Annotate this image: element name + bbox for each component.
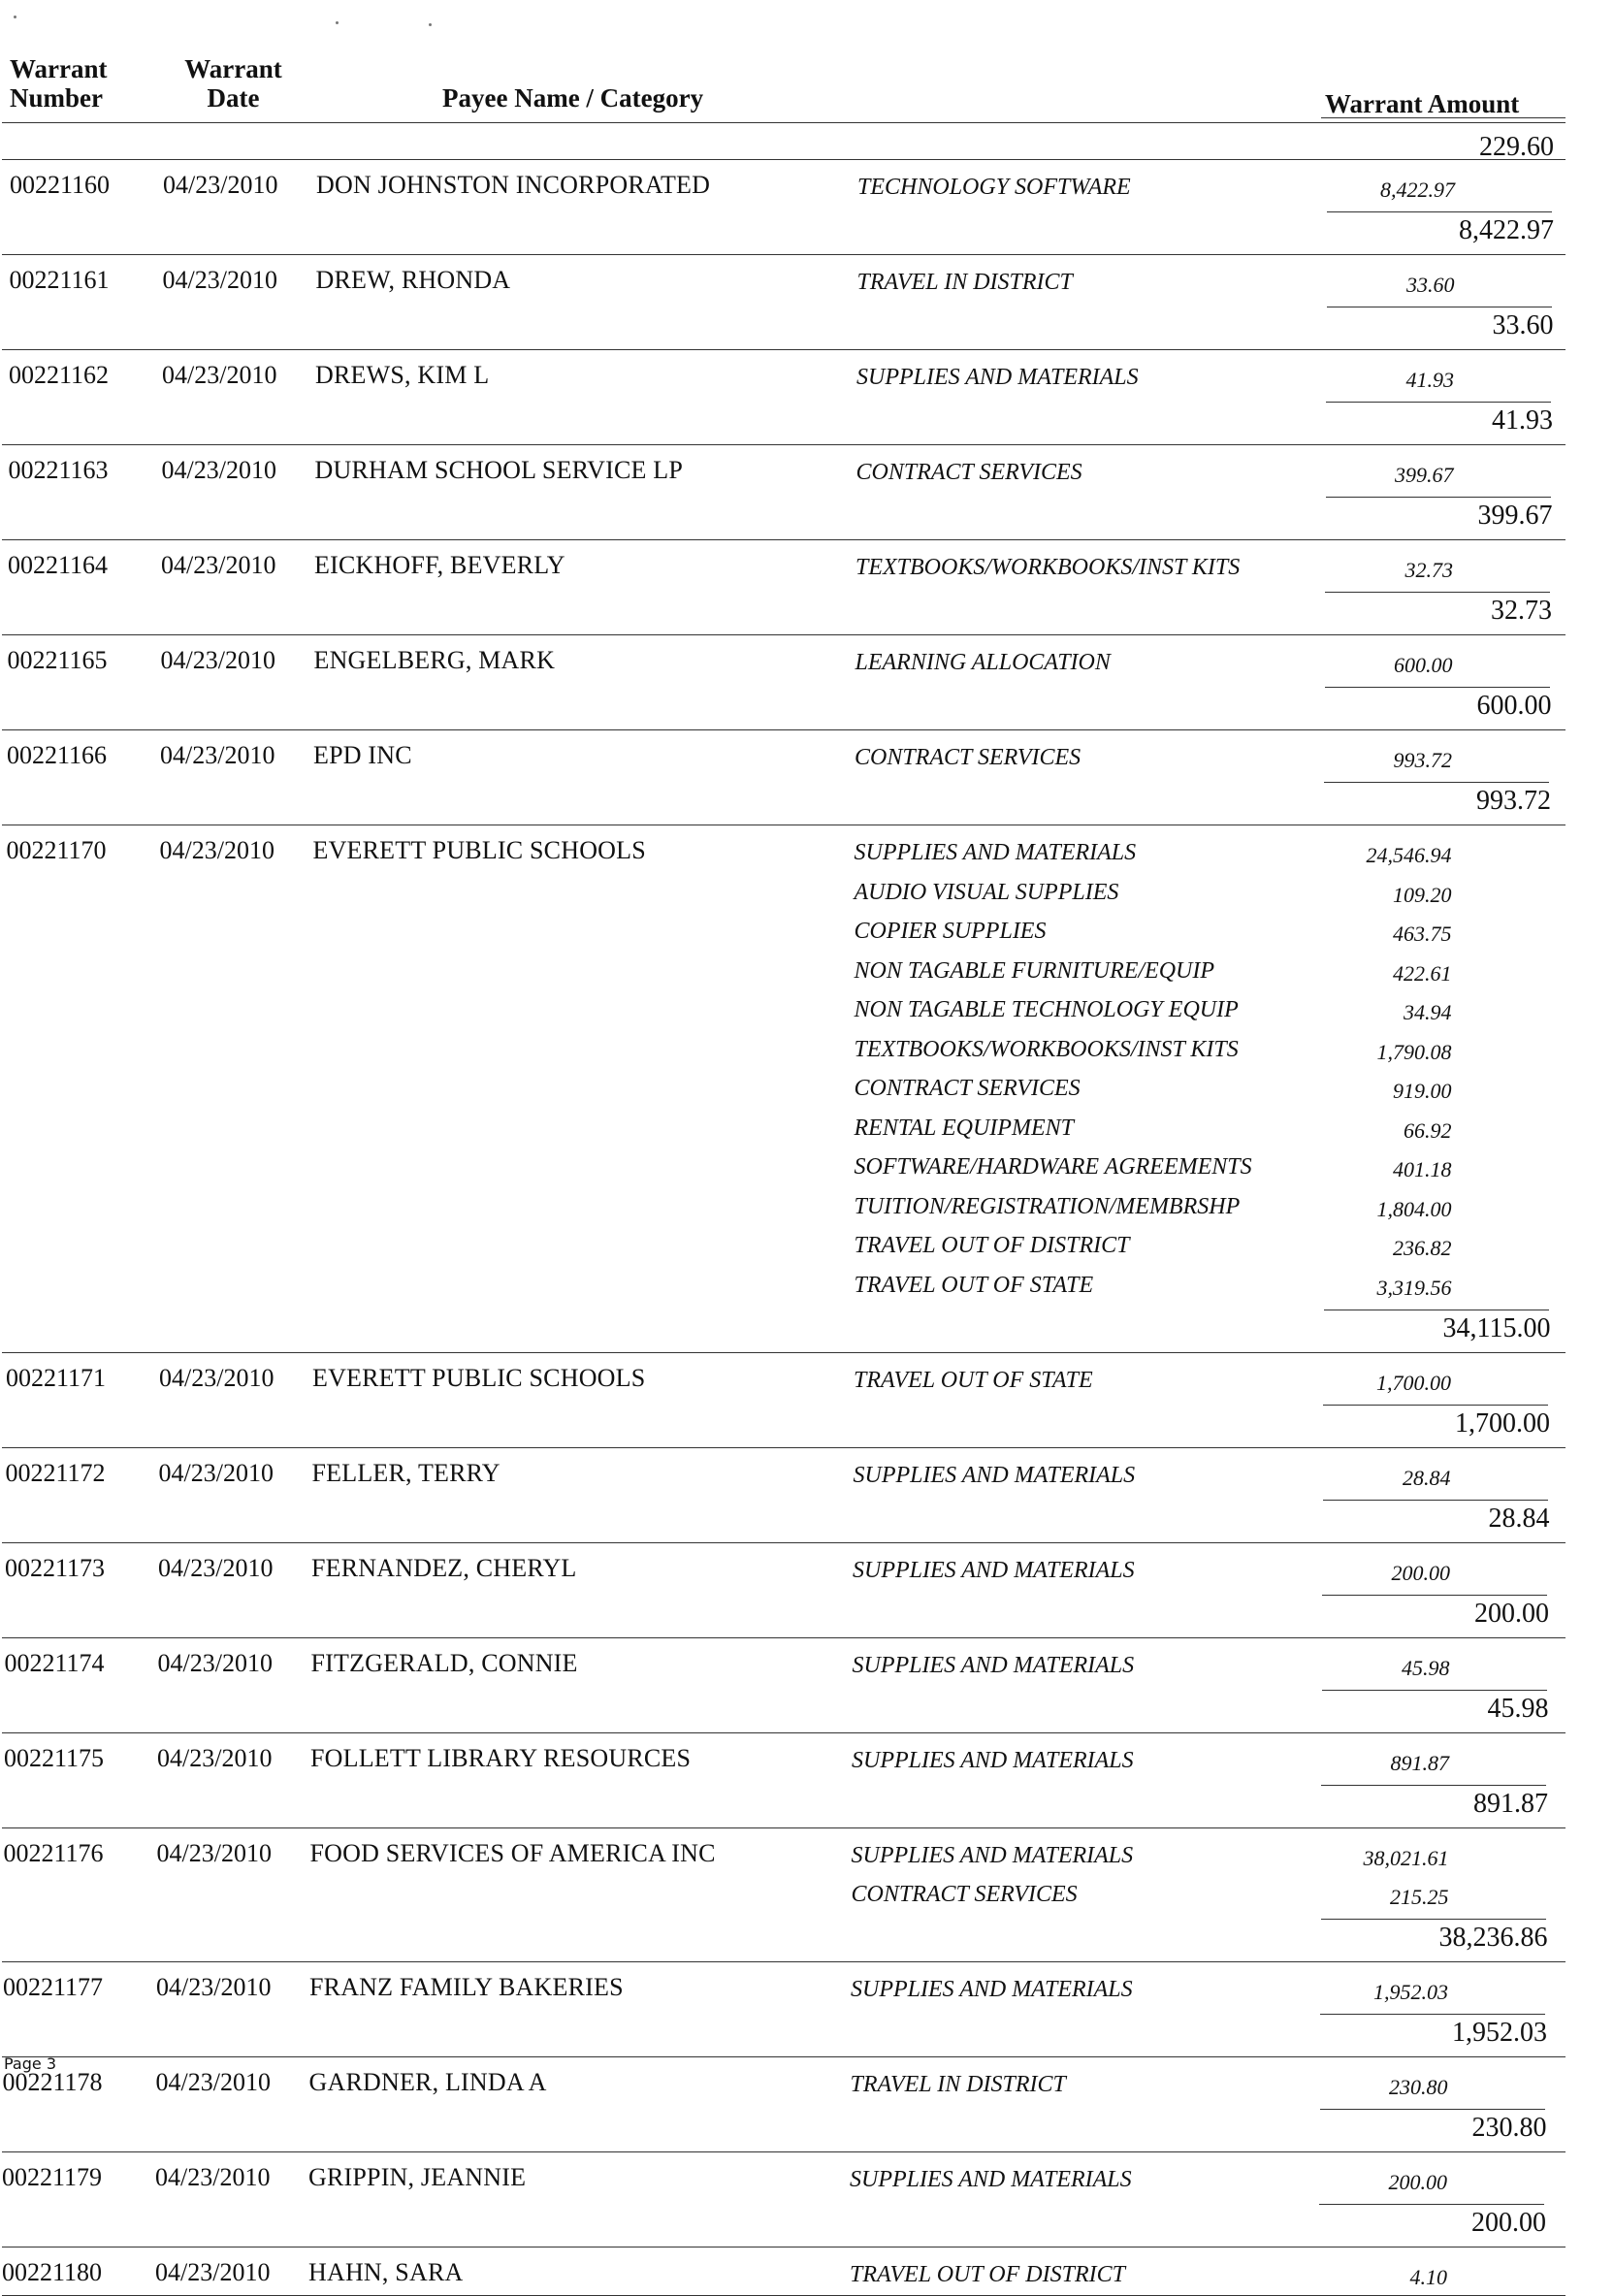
category-label: LEARNING ALLOCATION [855,650,1111,675]
payee-name: EVERETT PUBLIC SCHOOLS [312,836,646,864]
line-amount: 28.84 [1403,1465,1451,1490]
payee-name: FOLLETT LIBRARY RESOURCES [310,1743,692,1772]
payee-name: FITZGERALD, CONNIE [310,1648,578,1677]
warrant-date: 04/23/2010 [155,2068,271,2096]
warrant-number: 00221177 [3,1973,104,2001]
row-divider [2,2056,1566,2057]
total-rule [1324,782,1549,783]
warrant-total: 600.00 [1476,691,1552,721]
row-divider [2,729,1566,730]
line-amount: 215.25 [1390,1885,1449,1909]
row-divider [2,1732,1566,1733]
payee-name: EPD INC [313,741,412,769]
warrant-number: 00221161 [9,266,110,294]
warrant-total: 399.67 [1477,501,1553,531]
category-label: TRAVEL IN DISTRICT [850,2072,1066,2097]
category-label: SUPPLIES AND MATERIALS [850,2167,1132,2192]
line-amount: 24,546.94 [1366,843,1452,867]
line-amount: 45.98 [1402,1655,1450,1680]
total-rule [1319,2204,1544,2205]
warrant-number: 00221179 [2,2163,103,2191]
scan-speck [336,21,339,24]
warrant-date: 04/23/2010 [158,1458,274,1487]
warrant-number: 00221162 [9,361,110,389]
warrant-date: 04/23/2010 [158,1553,274,1582]
warrant-number: 00221166 [7,741,108,769]
total-rule [1321,1919,1546,1920]
warrant-date: 04/23/2010 [159,1363,274,1392]
category-label: TRAVEL IN DISTRICT [856,270,1073,295]
row-divider [2,159,1566,160]
line-amount: 600.00 [1394,653,1453,677]
warrant-date: 04/23/2010 [161,456,276,484]
warrant-total: 993.72 [1476,786,1551,816]
payee-name: DREWS, KIM L [315,361,490,389]
line-amount: 993.72 [1393,748,1452,772]
line-amount: 422.61 [1393,960,1452,986]
carryover-total: 229.60 [1479,132,1554,162]
category-label: TEXTBOOKS/WORKBOOKS/INST KITS [854,1036,1239,1062]
category-label: SOFTWARE/HARDWARE AGREEMENTS [854,1154,1252,1180]
line-amount: 1,952.03 [1373,1980,1448,2004]
total-rule [1325,592,1550,593]
scan-speck [429,23,432,26]
warrant-date: 04/23/2010 [157,1743,273,1772]
line-amount: 3,319.56 [1376,1275,1452,1300]
warrant-date: 04/23/2010 [159,836,274,864]
warrant-date: 04/23/2010 [156,1973,272,2001]
line-amount: 109.20 [1393,882,1452,907]
warrant-number: 00221180 [2,2258,103,2286]
line-amount: 399.67 [1395,463,1454,487]
line-amount: 32.73 [1404,558,1453,582]
category-label: TRAVEL OUT OF DISTRICT [854,1233,1130,1258]
warrant-date: 04/23/2010 [162,361,277,389]
warrant-number: 00221172 [5,1458,106,1487]
line-amount: 1,700.00 [1376,1370,1451,1395]
payee-name: FERNANDEZ, CHERYL [311,1553,577,1582]
category-label: COPIER SUPPLIES [854,919,1047,944]
category-label: SUPPLIES AND MATERIALS [853,1462,1136,1488]
warrant-total: 32.73 [1491,596,1552,626]
category-label: TECHNOLOGY SOFTWARE [857,175,1131,200]
line-amount: 4.10 [1409,2265,1447,2289]
payee-name: HAHN, SARA [308,2258,464,2286]
total-rule [1322,1595,1547,1596]
category-label: TEXTBOOKS/WORKBOOKS/INST KITS [855,555,1241,580]
row-divider [2,444,1566,445]
warrant-number: 00221164 [8,551,109,579]
warrant-total: 38,236.86 [1438,1923,1548,1953]
header-payee-category: Payee Name / Category [442,83,704,113]
line-amount: 38,021.61 [1363,1845,1449,1870]
row-divider [2,254,1566,255]
total-rule [1326,402,1551,403]
payee-name: FRANZ FAMILY BAKERIES [309,1973,624,2001]
line-amount: 891.87 [1390,1750,1449,1775]
line-amount: 230.80 [1389,2075,1448,2099]
warrant-total: 1,952.03 [1452,2018,1547,2048]
total-rule [1323,1500,1548,1501]
line-amount: 33.60 [1406,273,1455,297]
warrant-number: 00221176 [3,1838,104,1867]
scan-speck [14,16,16,18]
warrant-number: 00221160 [10,171,111,199]
row-divider [2,634,1566,635]
category-label: CONTRACT SERVICES [854,1076,1081,1101]
category-label: SUPPLIES AND MATERIALS [851,1977,1133,2002]
header-warrant-amount: Warrant Amount [1325,89,1520,118]
category-label: CONTRACT SERVICES [855,745,1081,770]
payee-name: ENGELBERG, MARK [313,646,556,674]
payee-name: GRIPPIN, JEANNIE [308,2163,527,2191]
warrant-date: 04/23/2010 [163,171,278,199]
line-amount: 34.94 [1404,1000,1452,1024]
warrant-total: 200.00 [1474,1598,1549,1629]
total-rule [1320,2014,1545,2015]
warrant-date: 04/23/2010 [155,2258,271,2286]
warrant-number: 00221170 [6,836,107,864]
warrant-total: 34,115.00 [1442,1312,1551,1343]
line-amount: 8,422.97 [1380,178,1455,202]
row-divider [2,1637,1566,1638]
warrant-number: 00221173 [5,1553,106,1582]
category-label: SUPPLIES AND MATERIALS [853,1557,1135,1583]
warrant-total: 1,700.00 [1455,1407,1550,1439]
category-label: SUPPLIES AND MATERIALS [852,1747,1134,1773]
line-amount: 41.93 [1405,368,1454,392]
row-divider [2,1542,1566,1543]
category-label: TUITION/REGISTRATION/MEMBRSHP [854,1193,1241,1219]
header-rule [2,122,1566,123]
payee-name: DON JOHNSTON INCORPORATED [316,171,711,199]
total-rule [1325,687,1550,688]
header-warrant-date: Warrant Date [184,54,282,113]
warrant-date: 04/23/2010 [155,2163,271,2191]
category-label: AUDIO VISUAL SUPPLIES [854,879,1119,905]
payee-name: DURHAM SCHOOL SERVICE LP [314,456,684,484]
warrant-date: 04/23/2010 [162,266,277,294]
warrant-number: 00221178 [2,2068,103,2096]
row-divider [2,1352,1566,1353]
warrant-date: 04/23/2010 [160,646,275,674]
category-label: SUPPLIES AND MATERIALS [852,1652,1135,1678]
line-amount: 236.82 [1393,1236,1452,1260]
warrant-total: 28.84 [1488,1503,1550,1534]
line-amount: 401.18 [1393,1157,1452,1181]
warrant-total: 8,422.97 [1459,215,1554,245]
payee-name: FOOD SERVICES OF AMERICA INC [309,1838,716,1867]
header-warrant-number: Warrant Number [10,54,108,113]
row-divider [2,349,1566,350]
line-amount: 1,790.08 [1376,1039,1452,1064]
row-divider [2,539,1566,540]
category-label: SUPPLIES AND MATERIALS [854,840,1137,865]
payee-name: DREW, RHONDA [315,266,511,294]
category-label: NON TAGABLE FURNITURE/EQUIP [854,957,1215,984]
line-amount: 463.75 [1393,922,1452,946]
category-label: SUPPLIES AND MATERIALS [856,365,1139,390]
payee-name: EVERETT PUBLIC SCHOOLS [312,1363,646,1392]
warrant-number: 00221174 [4,1648,105,1677]
category-label: CONTRACT SERVICES [851,1882,1078,1907]
payee-name: FELLER, TERRY [311,1458,500,1487]
warrant-date: 04/23/2010 [161,551,276,579]
warrant-total: 891.87 [1473,1788,1548,1819]
category-label: TRAVEL OUT OF DISTRICT [850,2262,1125,2287]
header-rule-double [1321,117,1566,118]
line-amount: 200.00 [1388,2170,1447,2194]
category-label: NON TAGABLE TECHNOLOGY EQUIP [854,997,1239,1022]
line-amount: 1,804.00 [1376,1196,1452,1221]
warrant-date: 04/23/2010 [157,1648,273,1677]
total-rule [1326,497,1551,498]
warrant-total: 230.80 [1471,2113,1547,2143]
category-label: CONTRACT SERVICES [855,460,1082,485]
line-amount: 200.00 [1391,1560,1450,1585]
payee-name: EICKHOFF, BEVERLY [314,551,565,579]
warrant-total: 200.00 [1471,2208,1546,2238]
total-rule [1327,211,1552,212]
warrant-number: 00221163 [8,456,109,484]
page-number: Page 3 [4,2054,56,2073]
total-rule [1320,2109,1545,2110]
warrant-date: 04/23/2010 [156,1838,272,1867]
line-amount: 66.92 [1404,1117,1452,1143]
row-divider [2,2151,1566,2152]
warrant-number: 00221175 [4,1743,105,1772]
category-label: SUPPLIES AND MATERIALS [851,1842,1134,1868]
payee-name: GARDNER, LINDA A [308,2068,547,2096]
warrant-number: 00221165 [7,646,108,674]
total-rule [1323,1405,1548,1406]
warrant-total: 41.93 [1492,405,1553,436]
category-label: RENTAL EQUIPMENT [854,1115,1074,1141]
row-divider [2,1961,1566,1962]
row-divider [2,1827,1566,1828]
warrant-date: 04/23/2010 [160,741,275,769]
row-divider [2,1447,1566,1448]
total-rule [1321,1785,1546,1786]
category-label: TRAVEL OUT OF STATE [854,1272,1094,1298]
category-label: TRAVEL OUT OF STATE [854,1367,1093,1393]
warrant-total: 33.60 [1492,310,1554,340]
warrant-total: 45.98 [1487,1693,1549,1724]
line-amount: 919.00 [1393,1079,1452,1103]
warrant-number: 00221171 [6,1363,107,1392]
total-rule [1322,1690,1547,1691]
